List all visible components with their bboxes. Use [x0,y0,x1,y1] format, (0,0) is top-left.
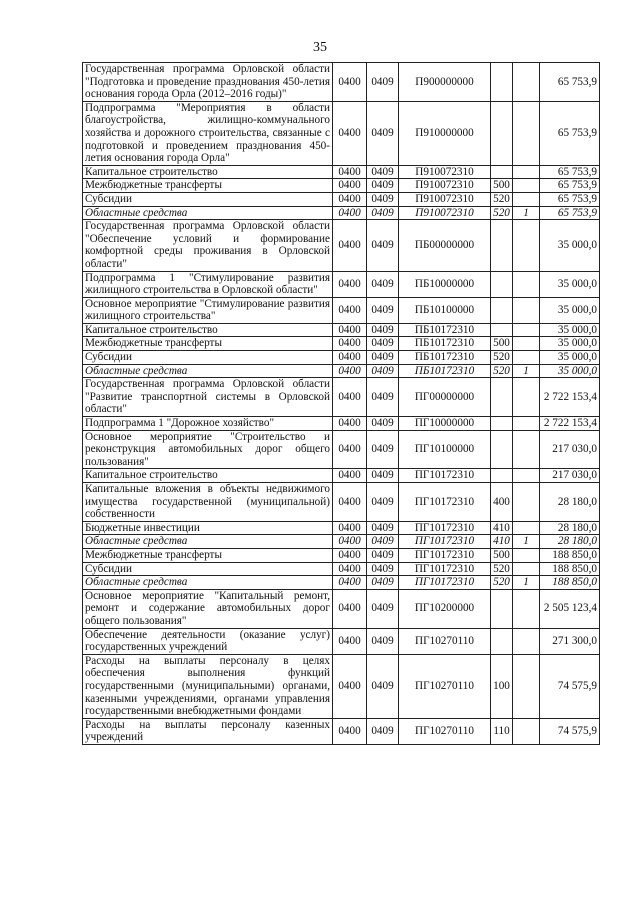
table-row [83,206,600,220]
section-code-cell: 0400 [333,417,367,431]
target-article-cell: ПГ10270110 [399,718,491,744]
amount-cell: 188 850,0 [540,576,600,590]
table-row [83,364,600,378]
funding-source-cell [513,165,540,179]
target-article-cell: ПГ10172310 [399,483,491,522]
expense-type-cell [491,430,513,469]
row-name-cell: Капитальное строительство [83,469,333,483]
row-name-cell: Основное мероприятие "Строительство и реконструкция автомобильных дорог общего пользования" [83,430,333,469]
expense-type-cell: 110 [491,718,513,744]
amount-cell: 188 850,0 [540,562,600,576]
amount-cell: 2 505 123,4 [540,589,600,628]
funding-source-cell: 1 [513,206,540,220]
expense-type-cell: 400 [491,483,513,522]
subsection-code-cell: 0409 [367,628,399,654]
target-article-cell: ПБ10172310 [399,323,491,337]
table-row [83,417,600,431]
table-row [83,628,600,654]
expense-type-cell [491,101,513,165]
expense-type-cell: 410 [491,521,513,535]
amount-cell: 35 000,0 [540,337,600,351]
amount-cell: 65 753,9 [540,206,600,220]
row-name-cell: Государственная программа Орловской области "Развитие транспортной системы в Орловской области" [83,378,333,417]
subsection-code-cell: 0409 [367,576,399,590]
target-article-cell: ПГ10172310 [399,469,491,483]
row-name-cell: Областные средства [83,206,333,220]
row-name-cell: Государственная программа Орловской области "Обеспечение условий и формирование комфортной среды проживания в Орловской области" [83,220,333,271]
table-row [83,192,600,206]
table-row [83,535,600,549]
table-row [83,718,600,744]
amount-cell: 28 180,0 [540,483,600,522]
row-name-cell: Субсидии [83,562,333,576]
target-article-cell: П910072310 [399,165,491,179]
table-row [83,351,600,365]
row-name-cell: Капитальные вложения в объекты недвижимого имущества государственной (муниципальной) собственности [83,483,333,522]
section-code-cell: 0400 [333,206,367,220]
section-code-cell: 0400 [333,297,367,323]
subsection-code-cell: 0409 [367,521,399,535]
target-article-cell: П910072310 [399,192,491,206]
funding-source-cell: 1 [513,535,540,549]
funding-source-cell [513,417,540,431]
section-code-cell: 0400 [333,179,367,193]
section-code-cell: 0400 [333,220,367,271]
subsection-code-cell: 0409 [367,654,399,718]
row-name-cell: Межбюджетные трансферты [83,548,333,562]
section-code-cell: 0400 [333,430,367,469]
section-code-cell: 0400 [333,654,367,718]
table-row [83,165,600,179]
row-name-cell: Субсидии [83,192,333,206]
amount-cell: 35 000,0 [540,351,600,365]
subsection-code-cell: 0409 [367,337,399,351]
amount-cell: 35 000,0 [540,364,600,378]
subsection-code-cell: 0409 [367,63,399,102]
expense-type-cell: 520 [491,206,513,220]
subsection-code-cell: 0409 [367,483,399,522]
amount-cell: 74 575,9 [540,654,600,718]
section-code-cell: 0400 [333,548,367,562]
target-article-cell: П910000000 [399,101,491,165]
expense-type-cell: 500 [491,548,513,562]
target-article-cell: ПГ10270110 [399,628,491,654]
amount-cell: 2 722 153,4 [540,417,600,431]
section-code-cell: 0400 [333,63,367,102]
target-article-cell: ПБ10000000 [399,271,491,297]
expense-type-cell: 520 [491,576,513,590]
subsection-code-cell: 0409 [367,271,399,297]
amount-cell: 65 753,9 [540,101,600,165]
table-row [83,220,600,271]
subsection-code-cell: 0409 [367,562,399,576]
subsection-code-cell: 0409 [367,206,399,220]
funding-source-cell [513,483,540,522]
section-code-cell: 0400 [333,351,367,365]
amount-cell: 217 030,0 [540,430,600,469]
subsection-code-cell: 0409 [367,364,399,378]
subsection-code-cell: 0409 [367,101,399,165]
target-article-cell: ПГ10270110 [399,654,491,718]
expense-type-cell: 520 [491,351,513,365]
subsection-code-cell: 0409 [367,718,399,744]
row-name-cell: Основное мероприятие "Стимулирование развития жилищного строительства" [83,297,333,323]
target-article-cell: П910072310 [399,206,491,220]
row-name-cell: Капитальное строительство [83,323,333,337]
section-code-cell: 0400 [333,271,367,297]
row-name-cell: Областные средства [83,576,333,590]
table-row [83,654,600,718]
expense-type-cell [491,271,513,297]
subsection-code-cell: 0409 [367,430,399,469]
budget-table [82,62,600,745]
expense-type-cell [491,297,513,323]
row-name-cell: Бюджетные инвестиции [83,521,333,535]
amount-cell: 271 300,0 [540,628,600,654]
funding-source-cell [513,628,540,654]
table-row [83,337,600,351]
page-number: 35 [313,40,327,55]
section-code-cell: 0400 [333,323,367,337]
target-article-cell: ПГ10100000 [399,430,491,469]
funding-source-cell [513,351,540,365]
section-code-cell: 0400 [333,337,367,351]
funding-source-cell [513,337,540,351]
funding-source-cell [513,192,540,206]
row-name-cell: Расходы на выплаты персоналу казенных учреждений [83,718,333,744]
target-article-cell: ПГ10200000 [399,589,491,628]
row-name-cell: Расходы на выплаты персоналу в целях обеспечения выполнения функций государственными (муниципальными) органами, казенными учреждениями, органами управления государственными внебюджетными фондами [83,654,333,718]
subsection-code-cell: 0409 [367,323,399,337]
subsection-code-cell: 0409 [367,220,399,271]
section-code-cell: 0400 [333,101,367,165]
funding-source-cell [513,562,540,576]
row-name-cell: Подпрограмма 1 "Дорожное хозяйство" [83,417,333,431]
subsection-code-cell: 0409 [367,548,399,562]
amount-cell: 217 030,0 [540,469,600,483]
section-code-cell: 0400 [333,483,367,522]
expense-type-cell [491,628,513,654]
expense-type-cell: 410 [491,535,513,549]
row-name-cell: Капитальное строительство [83,165,333,179]
funding-source-cell [513,378,540,417]
expense-type-cell [491,417,513,431]
section-code-cell: 0400 [333,521,367,535]
row-name-cell: Основное мероприятие "Капитальный ремонт, ремонт и содержание автомобильных дорог общего пользования" [83,589,333,628]
funding-source-cell [513,469,540,483]
table-row [83,179,600,193]
amount-cell: 2 722 153,4 [540,378,600,417]
amount-cell: 28 180,0 [540,535,600,549]
expense-type-cell [491,323,513,337]
target-article-cell: ПБ10172310 [399,337,491,351]
section-code-cell: 0400 [333,562,367,576]
funding-source-cell [513,101,540,165]
funding-source-cell [513,589,540,628]
subsection-code-cell: 0409 [367,192,399,206]
section-code-cell: 0400 [333,192,367,206]
target-article-cell: ПГ10172310 [399,562,491,576]
table-row [83,483,600,522]
funding-source-cell [513,271,540,297]
table-row [83,521,600,535]
table-row [83,469,600,483]
table-row [83,430,600,469]
funding-source-cell [513,323,540,337]
target-article-cell: П910072310 [399,179,491,193]
subsection-code-cell: 0409 [367,535,399,549]
section-code-cell: 0400 [333,469,367,483]
funding-source-cell [513,63,540,102]
row-name-cell: Подпрограмма "Мероприятия в области благоустройства, жилищно-коммунального хозяйства и дорожного строительства, связанные с подготовкой и проведением празднования 450-летия основания города Орла" [83,101,333,165]
target-article-cell: ПГ10172310 [399,535,491,549]
section-code-cell: 0400 [333,364,367,378]
expense-type-cell: 100 [491,654,513,718]
target-article-cell: ПБ10100000 [399,297,491,323]
target-article-cell: ПБ00000000 [399,220,491,271]
section-code-cell: 0400 [333,378,367,417]
row-name-cell: Межбюджетные трансферты [83,337,333,351]
target-article-cell: ПБ10172310 [399,364,491,378]
expense-type-cell [491,165,513,179]
table-row [83,271,600,297]
expense-type-cell [491,220,513,271]
section-code-cell: 0400 [333,535,367,549]
row-name-cell: Субсидии [83,351,333,365]
table-row [83,297,600,323]
expense-type-cell [491,63,513,102]
amount-cell: 35 000,0 [540,220,600,271]
amount-cell: 65 753,9 [540,165,600,179]
row-name-cell: Областные средства [83,535,333,549]
subsection-code-cell: 0409 [367,351,399,365]
amount-cell: 65 753,9 [540,179,600,193]
amount-cell: 74 575,9 [540,718,600,744]
target-article-cell: ПГ00000000 [399,378,491,417]
funding-source-cell [513,220,540,271]
target-article-cell: ПБ10172310 [399,351,491,365]
target-article-cell: ПГ10000000 [399,417,491,431]
funding-source-cell: 1 [513,364,540,378]
funding-source-cell [513,179,540,193]
budget-table-body [83,63,600,745]
table-row [83,323,600,337]
table-row [83,562,600,576]
table-row [83,378,600,417]
target-article-cell: П900000000 [399,63,491,102]
funding-source-cell: 1 [513,576,540,590]
table-row [83,576,600,590]
target-article-cell: ПГ10172310 [399,576,491,590]
expense-type-cell [491,469,513,483]
subsection-code-cell: 0409 [367,297,399,323]
table-row [83,548,600,562]
target-article-cell: ПГ10172310 [399,521,491,535]
funding-source-cell [513,430,540,469]
funding-source-cell [513,297,540,323]
subsection-code-cell: 0409 [367,165,399,179]
row-name-cell: Подпрограмма 1 "Стимулирование развития жилищного строительства в Орловской области" [83,271,333,297]
expense-type-cell: 520 [491,364,513,378]
funding-source-cell [513,521,540,535]
amount-cell: 35 000,0 [540,323,600,337]
expense-type-cell: 520 [491,192,513,206]
expense-type-cell: 500 [491,179,513,193]
row-name-cell: Межбюджетные трансферты [83,179,333,193]
section-code-cell: 0400 [333,589,367,628]
subsection-code-cell: 0409 [367,378,399,417]
subsection-code-cell: 0409 [367,469,399,483]
amount-cell: 35 000,0 [540,271,600,297]
row-name-cell: Областные средства [83,364,333,378]
funding-source-cell [513,718,540,744]
funding-source-cell [513,654,540,718]
amount-cell: 28 180,0 [540,521,600,535]
amount-cell: 188 850,0 [540,548,600,562]
section-code-cell: 0400 [333,165,367,179]
subsection-code-cell: 0409 [367,589,399,628]
amount-cell: 35 000,0 [540,297,600,323]
section-code-cell: 0400 [333,718,367,744]
subsection-code-cell: 0409 [367,417,399,431]
amount-cell: 65 753,9 [540,63,600,102]
table-row [83,101,600,165]
table-row [83,589,600,628]
amount-cell: 65 753,9 [540,192,600,206]
row-name-cell: Обеспечение деятельности (оказание услуг) государственных учреждений [83,628,333,654]
table-row [83,63,600,102]
target-article-cell: ПГ10172310 [399,548,491,562]
row-name-cell: Государственная программа Орловской области "Подготовка и проведение празднования 450-летия основания города Орла (2012–2016 годы)" [83,63,333,102]
expense-type-cell [491,378,513,417]
section-code-cell: 0400 [333,628,367,654]
expense-type-cell [491,589,513,628]
subsection-code-cell: 0409 [367,179,399,193]
funding-source-cell [513,548,540,562]
expense-type-cell: 500 [491,337,513,351]
section-code-cell: 0400 [333,576,367,590]
expense-type-cell: 520 [491,562,513,576]
